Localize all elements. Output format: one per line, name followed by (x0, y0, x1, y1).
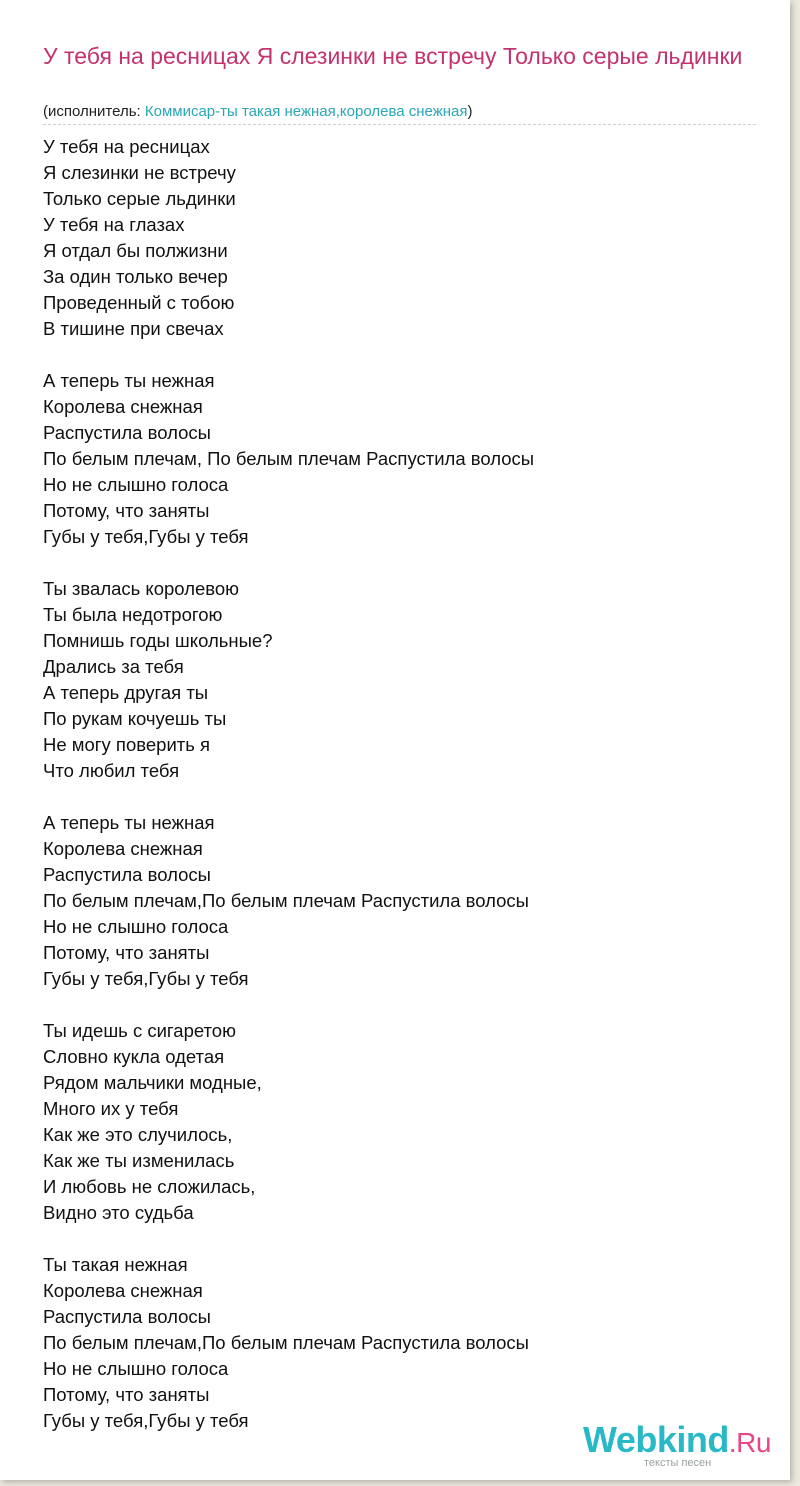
logo-suffix: .Ru (728, 1427, 771, 1458)
lyric-line: Ты такая нежная (43, 1254, 188, 1275)
lyric-line: Не могу поверить я (43, 734, 211, 755)
lyric-line: Распустила волосы (43, 422, 211, 443)
lyric-line: По белым плечам,По белым плечам Распустила волосы (43, 890, 529, 911)
lyrics-stanza (43, 368, 743, 550)
lyric-line: Потому, что заняты (43, 1384, 210, 1405)
lyric-line: Помнишь годы школьные? (43, 630, 273, 651)
lyric-line: А теперь ты нежная (43, 370, 215, 391)
lyric-line: По белым плечам,По белым плечам Распустила волосы (43, 1332, 529, 1353)
lyric-line: Но не слышно голоса (43, 916, 229, 937)
lyric-line: Видно это судьба (43, 1202, 194, 1223)
lyrics-stanza (43, 810, 743, 992)
lyric-line: Проведенный с тобою (43, 292, 235, 313)
lyric-line: А теперь другая ты (43, 682, 209, 703)
lyric-line: Я отдал бы полжизни (43, 240, 228, 261)
lyric-line: За один только вечер (43, 266, 228, 287)
artist-line (43, 103, 473, 121)
lyric-line: Губы у тебя,Губы у тебя (43, 968, 249, 989)
lyric-line: Королева снежная (43, 396, 203, 417)
lyric-line: Королева снежная (43, 838, 203, 859)
artist-prefix: (исполнитель: (43, 103, 145, 120)
lyrics-stanza (43, 576, 743, 784)
lyric-line: Много их у тебя (43, 1098, 179, 1119)
lyric-line: Распустила волосы (43, 1306, 211, 1327)
lyric-line: Ты идешь с сигаретою (43, 1020, 236, 1041)
artist-link[interactable]: Коммисар-ты такая нежная,королева снежная (144, 103, 468, 120)
lyric-line: И любовь не сложилась, (43, 1176, 256, 1197)
lyric-line: Потому, что заняты (43, 500, 210, 521)
lyric-line: У тебя на глазах (43, 214, 185, 235)
lyric-line: Словно кукла одетая (43, 1046, 225, 1067)
lyric-line: По рукам кочуешь ты (43, 708, 227, 729)
logo-brand: Webkind (583, 1419, 729, 1460)
lyric-line: Что любил тебя (43, 760, 180, 781)
divider (43, 124, 756, 125)
webkind-logo (583, 1420, 783, 1470)
lyric-line: В тишине при свечах (43, 318, 224, 339)
lyric-line: Губы у тебя,Губы у тебя (43, 1410, 249, 1431)
lyric-line: Губы у тебя,Губы у тебя (43, 526, 249, 547)
lyric-line: Ты звалась королевою (43, 578, 240, 599)
lyric-line: Рядом мальчики модные, (43, 1072, 262, 1093)
lyrics-stanza (43, 134, 743, 342)
lyric-line: Королева снежная (43, 1280, 203, 1301)
lyric-line: Как же ты изменилась (43, 1150, 235, 1171)
song-title: У тебя на ресницах Я слезинки не встречу Только серые льдинки (43, 43, 743, 69)
lyric-line: Я слезинки не встречу (43, 162, 236, 183)
lyric-line: Дрались за тебя (43, 656, 184, 677)
lyric-line: По белым плечам, По белым плечам Распустила волосы (43, 448, 535, 469)
lyric-line: Ты была недотрогою (43, 604, 223, 625)
lyric-line: Распустила волосы (43, 864, 211, 885)
artist-suffix: ) (467, 103, 473, 120)
lyric-line: Только серые льдинки (43, 188, 236, 209)
lyric-line: У тебя на ресницах (43, 136, 210, 157)
lyrics-stanza (43, 1252, 743, 1434)
lyric-line: Как же это случилось, (43, 1124, 233, 1145)
lyrics-stanza (43, 1018, 743, 1226)
logo-tagline: тексты песен (644, 1457, 712, 1469)
lyric-line: Потому, что заняты (43, 942, 210, 963)
lyric-line: Но не слышно голоса (43, 474, 229, 495)
lyric-line: Но не слышно голоса (43, 1358, 229, 1379)
lyric-line: А теперь ты нежная (43, 812, 215, 833)
lyrics-body (43, 134, 743, 1460)
